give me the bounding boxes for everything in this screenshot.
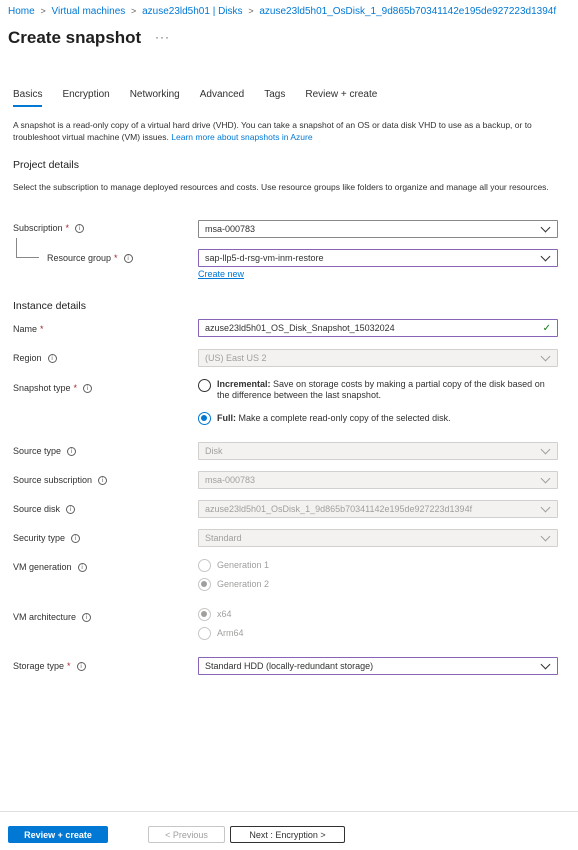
vm-architecture-label-text: VM architecture: [13, 612, 77, 622]
required-marker: *: [67, 661, 71, 671]
name-label: [13, 324, 44, 334]
tab-tags[interactable]: Tags: [264, 89, 286, 100]
subscription-select[interactable]: [198, 220, 558, 238]
region-label-text: Region: [13, 353, 42, 363]
required-marker: *: [65, 223, 70, 233]
subscription-label-text: Subscription: [13, 223, 63, 233]
storage-type-select[interactable]: [198, 657, 558, 675]
name-label-text: Name: [13, 324, 38, 334]
resource-group-select[interactable]: [198, 249, 558, 267]
storage-type-label: [13, 661, 86, 671]
source-subscription-value: msa-000783: [205, 475, 256, 485]
chevron-down-icon: [541, 502, 551, 512]
project-details-description: Select the subscription to manage deployed resources and costs. Use resource groups like folders to organize and manage all your resources.: [13, 182, 549, 192]
vm-architecture-arm64: [198, 627, 244, 640]
radio-generation-2: [198, 578, 211, 591]
radio-x64: [198, 608, 211, 621]
intro-description: A snapshot is a read-only copy of a virtual hard drive (VHD). You can take a snapshot of an OS or data disk VHD to use as a backup, or to troubleshoot virtual machine (VM) issues.: [13, 120, 532, 142]
chevron-down-icon: [541, 473, 551, 483]
radio-generation-1: [198, 559, 211, 572]
full-title: Full:: [217, 413, 236, 423]
tree-connector: [16, 238, 39, 258]
chevron-down-icon: [541, 444, 551, 454]
security-type-label: [13, 533, 80, 543]
required-marker: *: [40, 324, 44, 334]
learn-more-link[interactable]: Learn more about snapshots in Azure: [171, 132, 313, 142]
info-icon[interactable]: i: [82, 613, 91, 622]
vm-generation-label: [13, 562, 87, 572]
info-icon[interactable]: i: [48, 354, 57, 363]
storage-type-value: Standard HDD (locally-redundant storage): [205, 661, 374, 671]
tab-encryption[interactable]: Encryption: [62, 89, 110, 100]
breadcrumb-vm-disks[interactable]: azuse23ld5h01 | Disks: [142, 6, 243, 17]
source-type-label-text: Source type: [13, 446, 62, 456]
snapshot-type-full[interactable]: [198, 412, 451, 425]
chevron-down-icon: [541, 222, 551, 232]
full-description: Make a complete read-only copy of the selected disk.: [238, 413, 451, 423]
info-icon[interactable]: i: [66, 505, 75, 514]
resource-group-label: [47, 253, 133, 263]
generation-1-label: Generation 1: [217, 560, 270, 570]
storage-type-label-text: Storage type: [13, 661, 65, 671]
incremental-description: Save on storage costs by making a partial copy of the disk based on the difference between the last snapshot.: [217, 379, 545, 400]
snapshot-type-label: [13, 383, 92, 393]
breadcrumb-os-disk[interactable]: azuse23ld5h01_OsDisk_1_9d865b70341142e195de927223d1394f: [259, 6, 557, 17]
subscription-label: [13, 223, 84, 233]
info-icon[interactable]: i: [78, 563, 87, 572]
source-disk-label: [13, 504, 75, 514]
vm-architecture-label: [13, 612, 91, 622]
vm-generation-label-text: VM generation: [13, 562, 72, 572]
vm-architecture-x64: [198, 608, 232, 621]
intro-text: [13, 119, 553, 143]
source-subscription-select: [198, 471, 558, 489]
snapshot-type-label-text: Snapshot type: [13, 383, 71, 393]
breadcrumb-separator: >: [40, 6, 46, 16]
info-icon[interactable]: i: [98, 476, 107, 485]
checkmark-icon: ✓: [542, 322, 551, 334]
create-new-resource-group-link[interactable]: Create new: [198, 269, 245, 279]
tab-review-create[interactable]: Review + create: [305, 89, 378, 100]
incremental-text: [217, 379, 558, 401]
more-options-icon[interactable]: ···: [155, 30, 170, 44]
source-type-value: Disk: [205, 446, 223, 456]
vm-generation-2: [198, 578, 269, 591]
source-type-select: [198, 442, 558, 460]
radio-incremental[interactable]: [198, 379, 211, 392]
source-subscription-label-text: Source subscription: [13, 475, 93, 485]
tab-bar: [13, 89, 397, 107]
breadcrumb-home[interactable]: Home: [8, 6, 35, 17]
review-create-button[interactable]: Review + create: [8, 826, 108, 843]
region-select: [198, 349, 558, 367]
tab-basics[interactable]: Basics: [13, 89, 42, 107]
info-icon[interactable]: i: [83, 384, 92, 393]
resource-group-value: sap-llp5-d-rsg-vm-inm-restore: [205, 253, 324, 263]
chevron-down-icon: [541, 251, 551, 261]
source-disk-value: azuse23ld5h01_OsDisk_1_9d865b70341142e195de927223d1394f: [205, 504, 473, 514]
security-type-value: Standard: [205, 533, 242, 543]
info-icon[interactable]: i: [67, 447, 76, 456]
breadcrumb: [8, 6, 556, 17]
previous-button[interactable]: < Previous: [148, 826, 225, 843]
region-value: (US) East US 2: [205, 353, 267, 363]
radio-arm64: [198, 627, 211, 640]
name-input[interactable]: [198, 319, 558, 337]
info-icon[interactable]: i: [124, 254, 133, 263]
footer-divider: [0, 811, 578, 812]
chevron-down-icon: [541, 659, 551, 669]
chevron-down-icon: [541, 531, 551, 541]
incremental-title: Incremental:: [217, 379, 271, 389]
source-disk-label-text: Source disk: [13, 504, 61, 514]
radio-full[interactable]: [198, 412, 211, 425]
breadcrumb-separator: >: [131, 6, 137, 16]
chevron-down-icon: [541, 351, 551, 361]
arm64-label: Arm64: [217, 628, 244, 638]
resource-group-label-text: Resource group: [47, 253, 112, 263]
required-marker: *: [73, 383, 78, 393]
info-icon[interactable]: i: [71, 534, 80, 543]
snapshot-type-incremental[interactable]: [198, 379, 558, 401]
breadcrumb-virtual-machines[interactable]: Virtual machines: [51, 6, 126, 17]
tab-networking[interactable]: Networking: [129, 89, 180, 100]
generation-2-label: Generation 2: [217, 579, 270, 589]
x64-label: x64: [217, 609, 232, 619]
project-details-heading: Project details: [13, 159, 79, 171]
info-icon[interactable]: i: [75, 224, 84, 233]
info-icon[interactable]: i: [77, 662, 86, 671]
instance-details-heading: Instance details: [13, 300, 86, 312]
source-disk-select: [198, 500, 558, 518]
security-type-select: [198, 529, 558, 547]
full-text: [217, 412, 451, 425]
region-label: [13, 353, 57, 363]
security-type-label-text: Security type: [13, 533, 66, 543]
source-subscription-label: [13, 475, 107, 485]
tab-advanced[interactable]: Advanced: [199, 89, 245, 100]
next-encryption-button[interactable]: Next : Encryption >: [230, 826, 345, 843]
subscription-value: msa-000783: [205, 224, 256, 234]
required-marker: *: [114, 253, 118, 263]
source-type-label: [13, 446, 76, 456]
name-value: azuse23ld5h01_OS_Disk_Snapshot_15032024: [205, 323, 395, 333]
vm-generation-1: [198, 559, 269, 572]
page-title: Create snapshot: [8, 28, 142, 47]
breadcrumb-separator: >: [248, 6, 254, 16]
